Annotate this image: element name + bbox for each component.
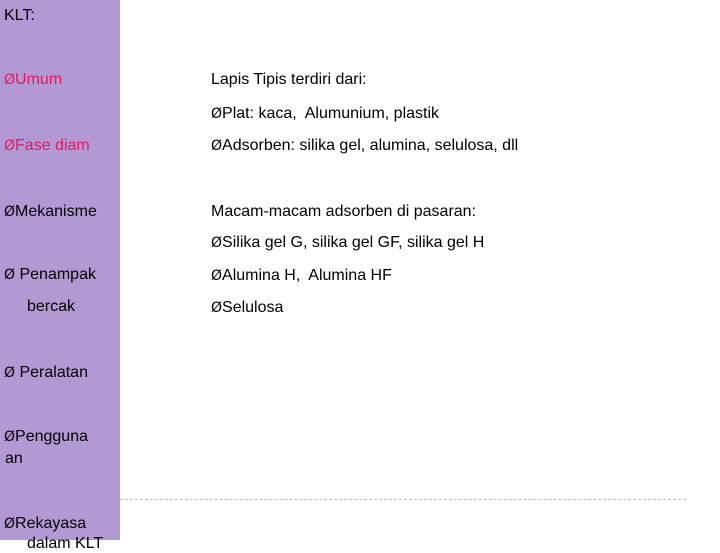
arrow-bullet-icon: Ø	[4, 429, 16, 445]
list-item: ØSelulosa	[211, 299, 284, 316]
arrow-bullet-icon: Ø	[211, 268, 223, 284]
arrow-bullet-icon: Ø	[4, 138, 16, 154]
arrow-bullet-icon: Ø	[4, 72, 16, 88]
arrow-bullet-icon: Ø	[211, 138, 223, 154]
sidebar-item-rekayasa-line2: dalam KLT	[27, 535, 104, 552]
list-item: ØAlumina H, Alumina HF	[211, 267, 392, 284]
sidebar-title: KLT:	[4, 7, 35, 24]
list-item: ØPlat: kaca, Alumunium, plastik	[211, 105, 440, 122]
heading-lapis-tipis: Lapis Tipis terdiri dari:	[211, 71, 367, 88]
arrow-bullet-icon: Ø	[211, 235, 223, 251]
sidebar-item-penggunaan-line2: an	[5, 450, 23, 467]
sidebar-item-penampak[interactable]: Ø Penampak	[4, 266, 96, 283]
list-item: ØAdsorben: silika gel, alumina, selulosa, dll	[211, 137, 519, 154]
arrow-bullet-icon: Ø	[4, 267, 16, 283]
arrow-bullet-icon: Ø	[4, 516, 16, 532]
sidebar-item-umum[interactable]: ØUmum	[4, 71, 63, 88]
sidebar-item-mekanisme[interactable]: ØMekanisme	[4, 203, 97, 220]
arrow-bullet-icon: Ø	[211, 106, 223, 122]
sidebar-item-fase-diam[interactable]: ØFase diam	[4, 137, 90, 154]
arrow-bullet-icon: Ø	[4, 204, 16, 220]
sidebar-item-rekayasa[interactable]: ØRekayasa	[4, 515, 87, 532]
sidebar-item-penampak-line2: bercak	[27, 298, 76, 315]
sidebar-item-peralatan[interactable]: Ø Peralatan	[4, 364, 88, 381]
dashed-divider	[120, 499, 686, 500]
arrow-bullet-icon: Ø	[4, 365, 16, 381]
list-item: ØSilika gel G, silika gel GF, silika gel H	[211, 234, 485, 251]
sidebar-item-penggunaan[interactable]: ØPengguna	[4, 428, 88, 445]
heading-macam-adsorben: Macam-macam adsorben di pasaran:	[211, 203, 477, 220]
arrow-bullet-icon: Ø	[211, 300, 223, 316]
